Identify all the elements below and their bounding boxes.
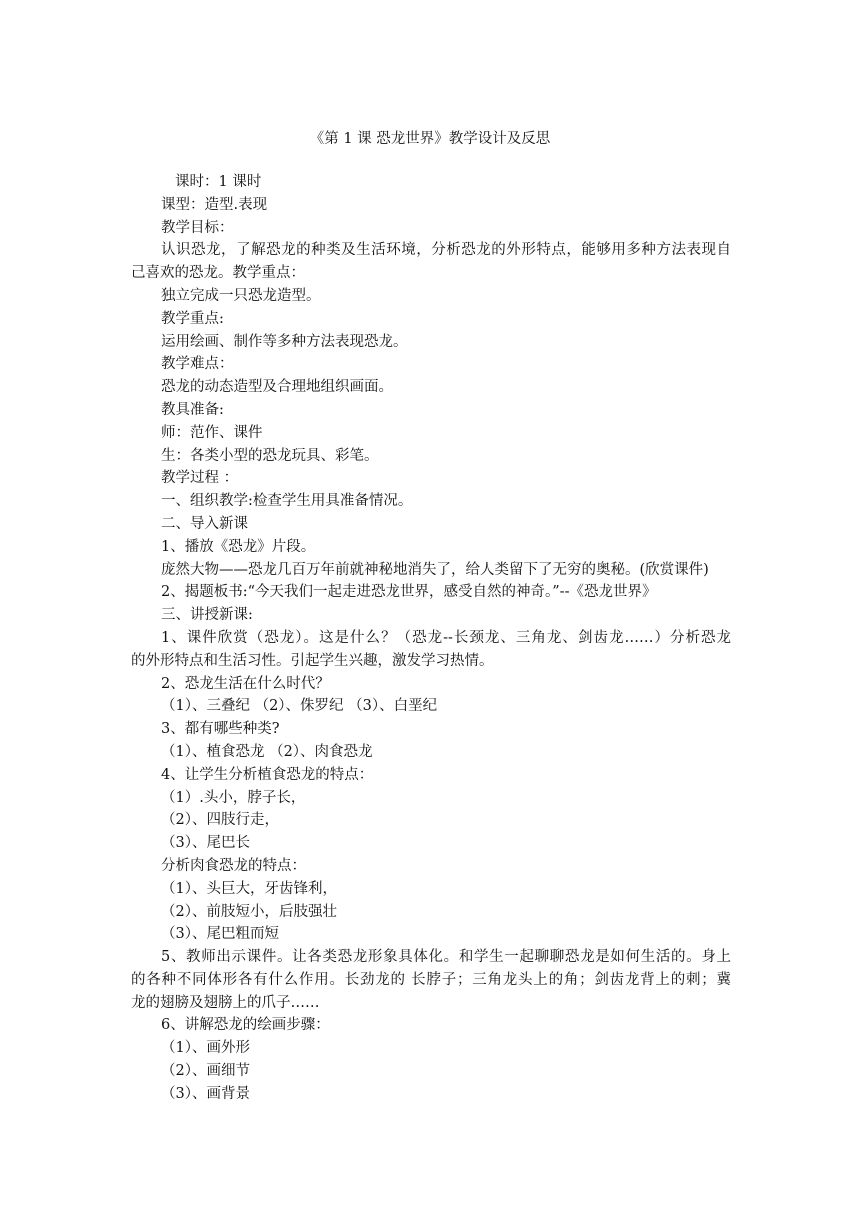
paragraph-line: 教具准备: — [161, 401, 224, 418]
paragraph-line: （1）、植食恐龙 （2）、肉食恐龙 — [161, 743, 373, 760]
paragraph-line: 1、课件欣赏（恐龙）。这是什么？（恐龙--长颈龙、三角龙、剑齿龙……）分析恐龙 — [161, 629, 731, 646]
paragraph-line: 教学难点： — [161, 356, 234, 373]
paragraph-line: 4、让学生分析植食恐龙的特点： — [161, 766, 374, 783]
paragraph-line: （3）、尾巴长 — [161, 835, 250, 852]
document-body — [131, 171, 731, 1106]
paragraph-line: 教学重点: — [161, 310, 224, 327]
paragraph-line: 3、都有哪些种类? — [161, 721, 280, 738]
paragraph-line: 5、教师出示课件。让各类恐龙形象具体化。和学生一起聊聊恐龙是如何生活的。身上 — [161, 949, 731, 966]
paragraph-line: （2）、四肢行走， — [161, 812, 279, 829]
paragraph-line: 二、导入新课 — [161, 515, 248, 532]
paragraph-line: 分析肉食恐龙的特点： — [161, 857, 306, 874]
paragraph-line: 运用绘画、制作等多种方法表现恐龙。 — [161, 333, 408, 350]
paragraph-line: 生：各类小型的恐龙玩具、彩笔。 — [161, 447, 379, 464]
paragraph-line: （1）、三叠纪 （2）、侏罗纪 （3）、白垩纪 — [161, 698, 438, 715]
paragraph-line: （3）、尾巴粗而短 — [161, 926, 279, 943]
paragraph-line: 1、播放《恐龙》片段。 — [161, 538, 316, 555]
paragraph-line: （2）、前肢短小，后肢强壮 — [161, 903, 337, 920]
paragraph-line: 2、揭题板书:“今天我们一起走进恐龙世界，感受自然的神奇。”--《恐龙世界》 — [161, 584, 657, 601]
paragraph-line: 的各种不同体形各有什么作用。长劲龙的 长脖子；三角龙头上的角；剑齿龙背上的刺；冀 — [131, 971, 731, 988]
paragraph-line: （1）、头巨大，牙齿锋利， — [161, 880, 337, 897]
paragraph-line: 师：范作、课件 — [161, 424, 263, 441]
paragraph-line: （1）.头小，脖子长， — [161, 789, 306, 806]
paragraph-line: 己喜欢的恐龙。教学重点： — [131, 265, 305, 282]
paragraph-line: （3）、画背景 — [161, 1085, 250, 1102]
paragraph-line: 独立完成一只恐龙造型。 — [161, 287, 321, 304]
paragraph-line: 的外形特点和生活习性。引起学生兴趣，激发学习热情。 — [131, 652, 494, 669]
paragraph-line: 龙的翅膀及翅膀上的爪子…… — [131, 994, 320, 1011]
document-title: 《第 1 课 恐龙世界》教学设计及反思 — [309, 131, 551, 147]
paragraph-line: 课时：1 课时 — [175, 174, 262, 190]
paragraph-line: 三、讲授新课: — [161, 607, 253, 624]
paragraph-line: 庞然大物——恐龙几百万年前就神秘地消失了，给人类留下了无穷的奥秘。(欣赏课件) — [161, 561, 709, 578]
paragraph-line: 2、恐龙生活在什么时代？ — [161, 675, 330, 692]
paragraph-line: 一、组织教学:检查学生用具准备情况。 — [161, 493, 413, 510]
paragraph-line: 教学过程 ： — [161, 470, 239, 487]
paragraph-line: 恐龙的动态造型及合理地组织画面。 — [161, 379, 393, 396]
paragraph-line: 认识恐龙，了解恐龙的种类及生活环境，分析恐龙的外形特点，能够用多种方法表现自 — [161, 242, 731, 259]
paragraph-line: 课型：造型.表现 — [161, 196, 268, 213]
paragraph-line: （1）、画外形 — [161, 1040, 250, 1057]
paragraph-line: 教学目标： — [161, 219, 234, 236]
paragraph-line: 6、讲解恐龙的绘画步骤： — [161, 1017, 330, 1034]
paragraph-line: （2）、画细节 — [161, 1063, 250, 1080]
